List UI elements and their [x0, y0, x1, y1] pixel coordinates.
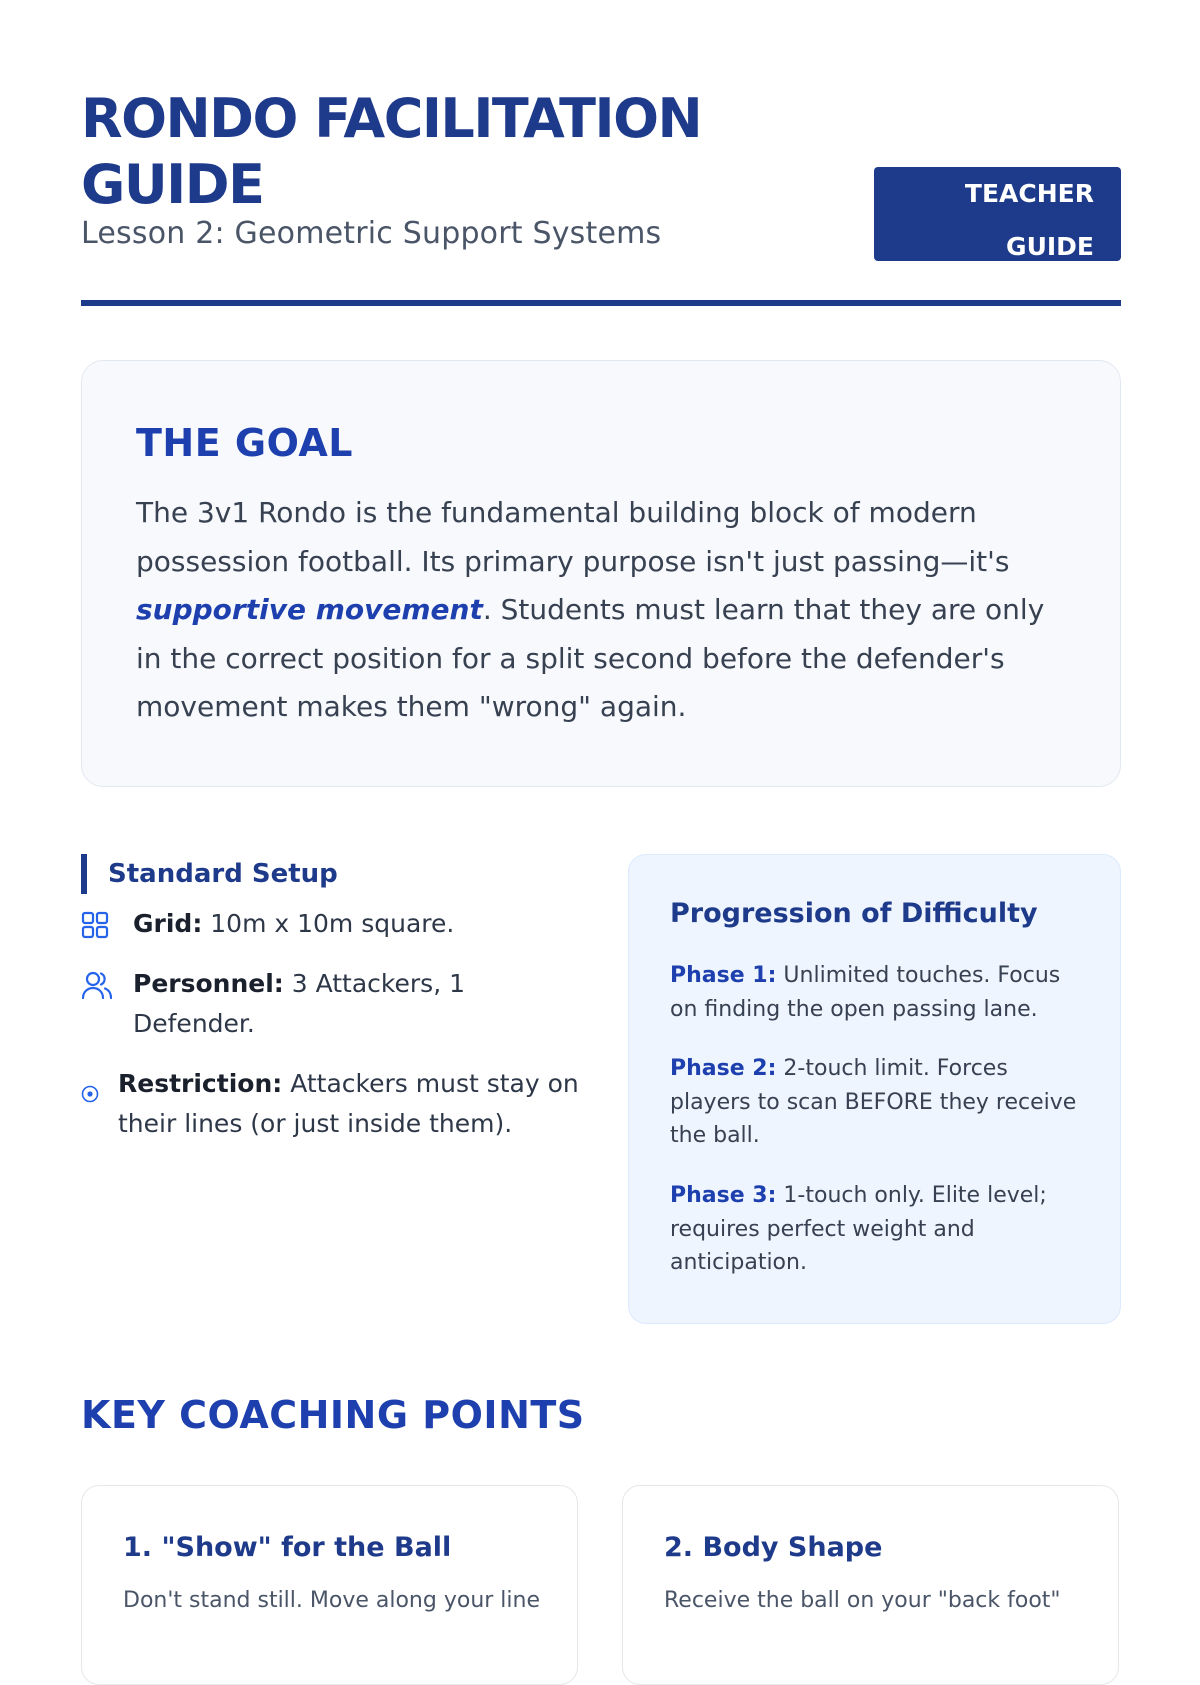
phase-text: 1-touch only. Elite level; requires perfect weight and anticipation. — [670, 1183, 1047, 1275]
goal-text — [136, 489, 1066, 732]
setup-item-text: Attackers must stay on their lines (or just inside them). — [118, 1069, 579, 1138]
goal-text-before: The 3v1 Rondo is the fundamental building block of modern possession football. Its primary purpose isn't just passing—it's — [136, 496, 1010, 578]
goal-card — [81, 360, 1121, 787]
setup-item-text: 3 Attackers, 1 Defender. — [133, 969, 465, 1038]
users-icon — [81, 970, 113, 1012]
goal-emphasis: supportive movement — [136, 593, 483, 627]
progression-panel — [628, 854, 1121, 1324]
phase-item — [670, 1052, 1090, 1153]
header — [81, 86, 1121, 306]
setup-heading: Standard Setup — [81, 854, 338, 894]
setup-item-grid — [81, 904, 541, 944]
phase-item — [670, 1179, 1090, 1280]
page-subtitle: Lesson 2: Geometric Support Systems — [81, 216, 662, 251]
phase-label: Phase 2: — [670, 1056, 777, 1081]
phase-item — [670, 959, 1090, 1026]
coaching-point-title: 2. Body Shape — [664, 1532, 883, 1563]
setup-item-label: Personnel: — [133, 969, 284, 998]
setup-item-label: Grid: — [133, 909, 203, 938]
badge-line-1: TEACHER — [964, 179, 1094, 208]
setup-item-text: 10m x 10m square. — [210, 909, 455, 938]
goal-heading: THE GOAL — [136, 421, 354, 465]
setup-item-personnel — [81, 964, 521, 1044]
grid-icon — [81, 911, 109, 951]
setup-item-restriction — [81, 1064, 581, 1144]
setup-item-label: Restriction: — [118, 1069, 283, 1098]
coaching-point-text: Don't stand still. Move along your line — [123, 1588, 541, 1613]
key-points-heading: KEY COACHING POINTS — [81, 1393, 585, 1437]
phase-text: 2-touch limit. Forces players to scan BEFORE they receive the ball. — [670, 1056, 1077, 1148]
target-icon — [81, 1075, 99, 1115]
badge-line-2: GUIDE — [1006, 232, 1094, 261]
coaching-point-card — [622, 1485, 1119, 1685]
phase-label: Phase 3: — [670, 1183, 777, 1208]
phase-text: Unlimited touches. Focus on finding the open passing lane. — [670, 963, 1061, 1022]
coaching-point-card — [81, 1485, 578, 1685]
header-divider — [81, 300, 1121, 306]
phase-label: Phase 1: — [670, 963, 777, 988]
teacher-guide-badge — [874, 167, 1121, 261]
goal-text-after: . Students must learn that they are only in the correct position for a split second before the defender's movement makes them "wrong" again. — [136, 593, 1045, 724]
coaching-point-title: 1. "Show" for the Ball — [123, 1532, 452, 1563]
page-title: RONDO FACILITATION GUIDE — [81, 87, 702, 216]
coaching-point-text: Receive the ball on your "back foot" — [664, 1588, 1061, 1613]
page — [81, 0, 1121, 1613]
progression-heading: Progression of Difficulty — [670, 898, 1038, 929]
